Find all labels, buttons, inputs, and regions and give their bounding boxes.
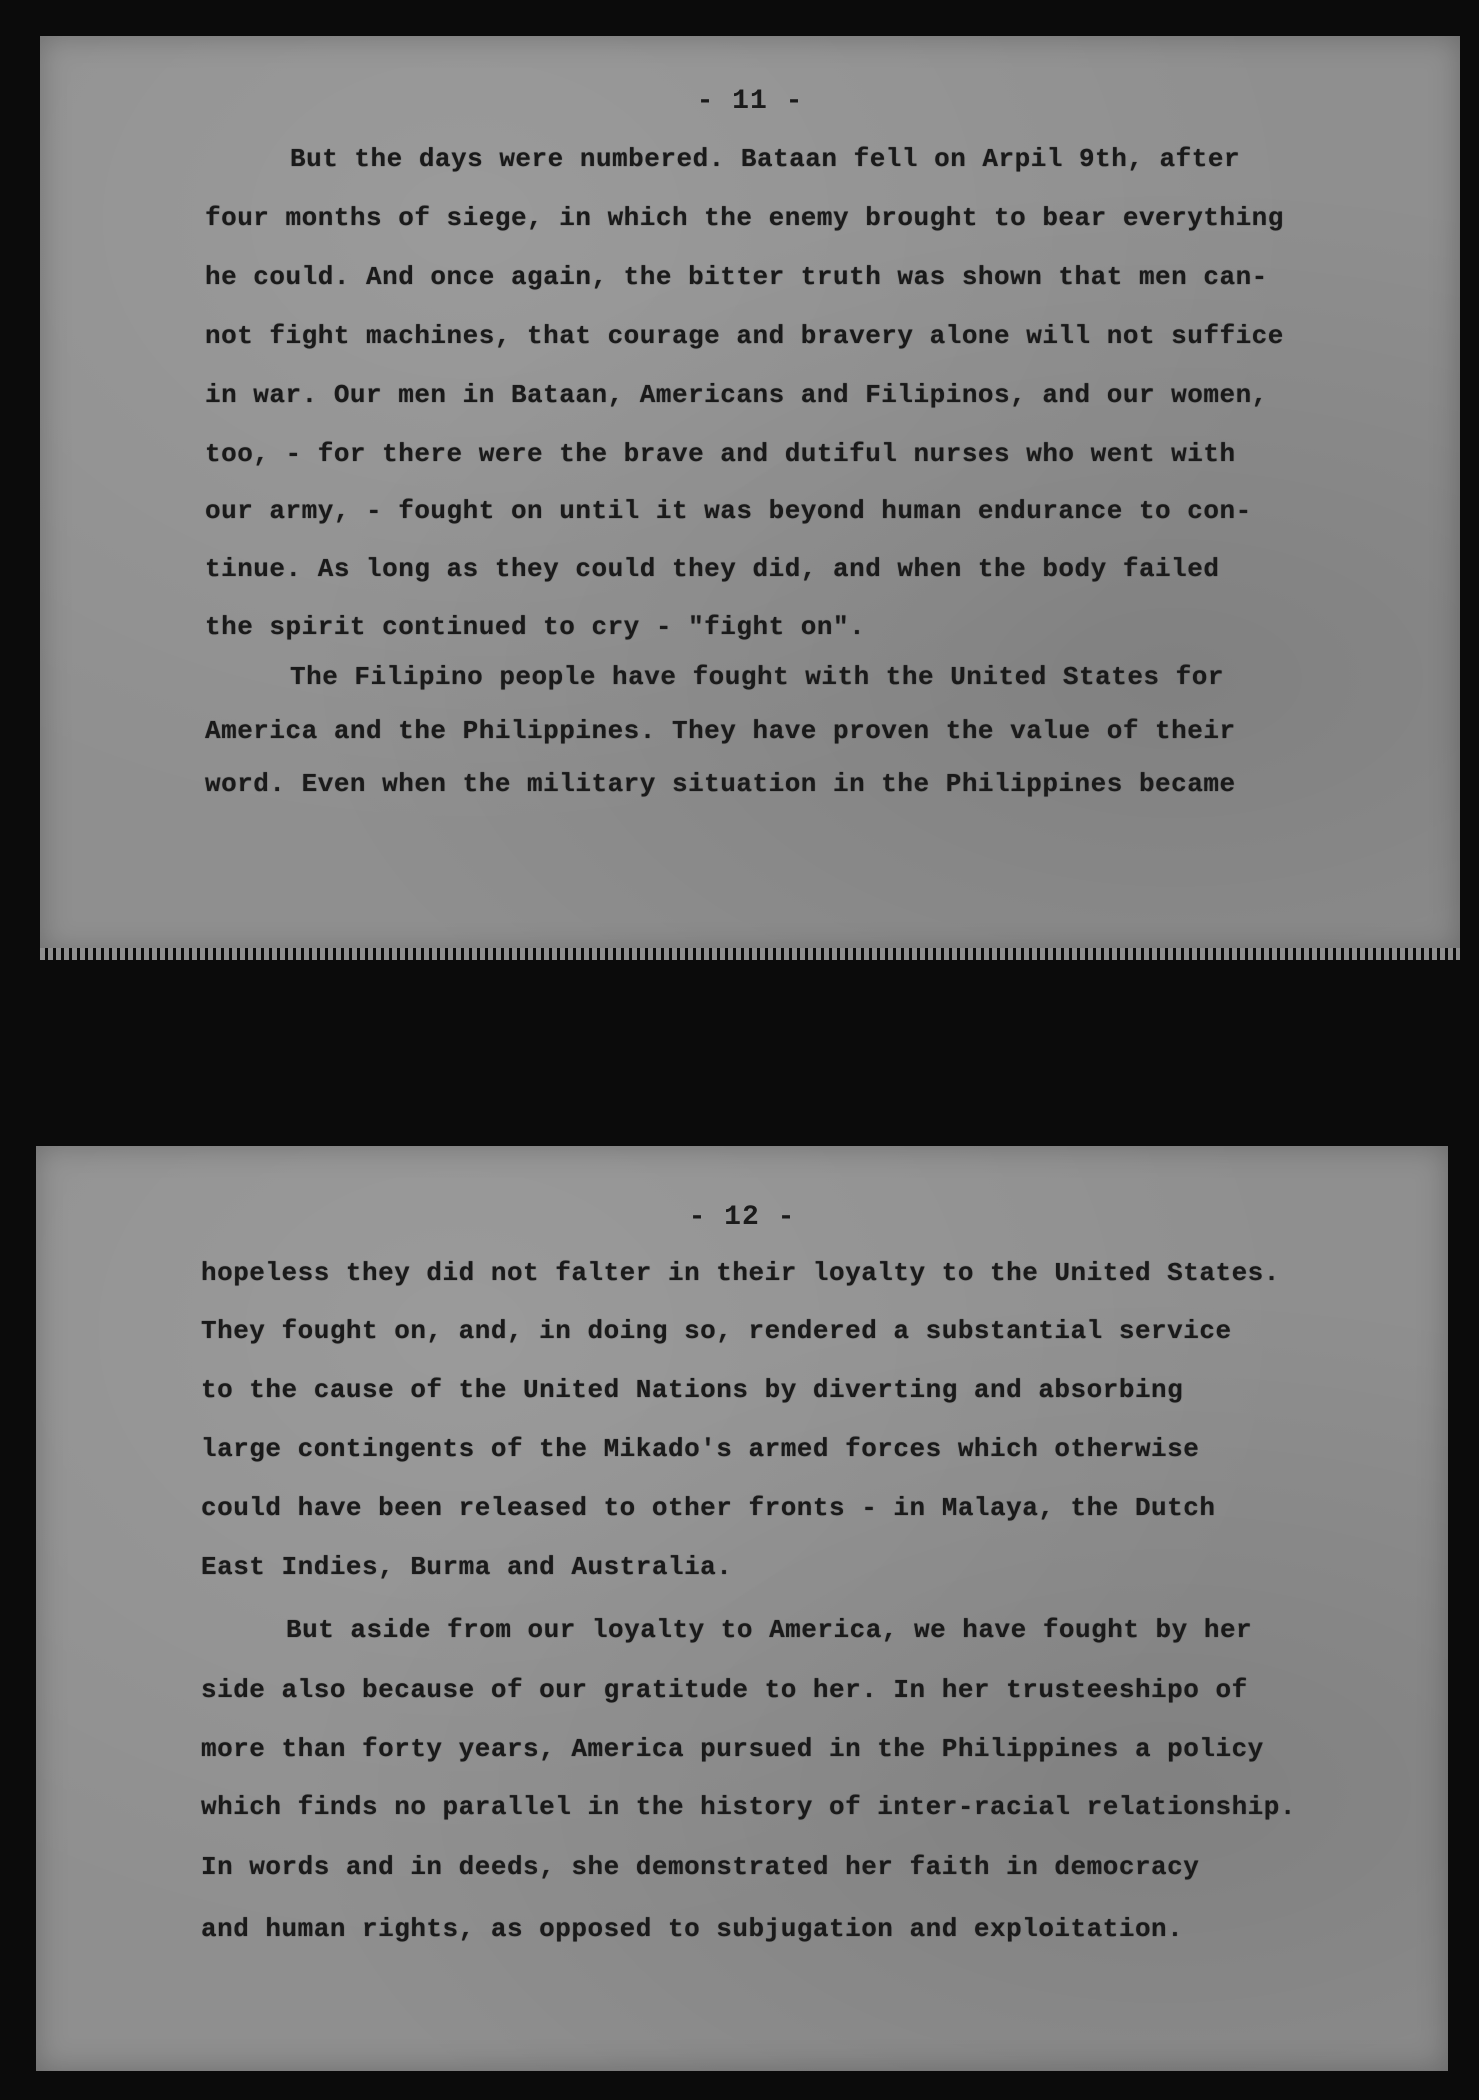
text-line: not fight machines, that courage and bravery alone will not suffice: [205, 321, 1284, 351]
text-line: But the days were numbered. Bataan fell on Arpil 9th, after: [290, 144, 1241, 174]
text-line: the spirit continued to cry - "fight on".: [205, 612, 866, 642]
text-line: East Indies, Burma and Australia.: [201, 1552, 733, 1582]
text-line: too, - for there were the brave and dutiful nurses who went with: [205, 439, 1236, 469]
text-line: to the cause of the United Nations by diverting and absorbing: [201, 1375, 1184, 1405]
text-line: large contingents of the Mikado's armed forces which otherwise: [201, 1434, 1200, 1464]
text-line: hopeless they did not falter in their loyalty to the United States.: [201, 1258, 1280, 1288]
text-line: tinue. As long as they could they did, and when the body failed: [205, 554, 1220, 584]
text-line: he could. And once again, the bitter truth was shown that men can-: [205, 262, 1268, 292]
text-line: could have been released to other fronts - in Malaya, the Dutch: [201, 1493, 1216, 1523]
page-12-sheet: [36, 1146, 1448, 2071]
text-line: The Filipino people have fought with the United States for: [290, 662, 1224, 692]
text-line: But aside from our loyalty to America, we have fought by her: [286, 1615, 1253, 1645]
text-line: In words and in deeds, she demonstrated her faith in democracy: [201, 1852, 1200, 1882]
text-line: They fought on, and, in doing so, rendered a substantial service: [201, 1316, 1232, 1346]
text-line: four months of siege, in which the enemy brought to bear everything: [205, 203, 1284, 233]
page-number: - 12 -: [688, 1202, 796, 1233]
text-line: more than forty years, America pursued in the Philippines a policy: [201, 1734, 1264, 1764]
text-line: which finds no parallel in the history of inter-racial relationship.: [201, 1792, 1296, 1822]
page-number: - 11 -: [696, 86, 804, 117]
text-line: word. Even when the military situation in the Philippines became: [205, 769, 1236, 799]
page-11-sheet: [40, 36, 1460, 954]
text-line: in war. Our men in Bataan, Americans and Filipinos, and our women,: [205, 380, 1268, 410]
text-line: America and the Philippines. They have proven the value of their: [205, 716, 1236, 746]
torn-edge: [40, 948, 1460, 960]
text-line: our army, - fought on until it was beyond human endurance to con-: [205, 496, 1252, 526]
text-line: side also because of our gratitude to her. In her trusteeshipo of: [201, 1675, 1248, 1705]
text-line: and human rights, as opposed to subjugation and exploitation.: [201, 1914, 1184, 1944]
